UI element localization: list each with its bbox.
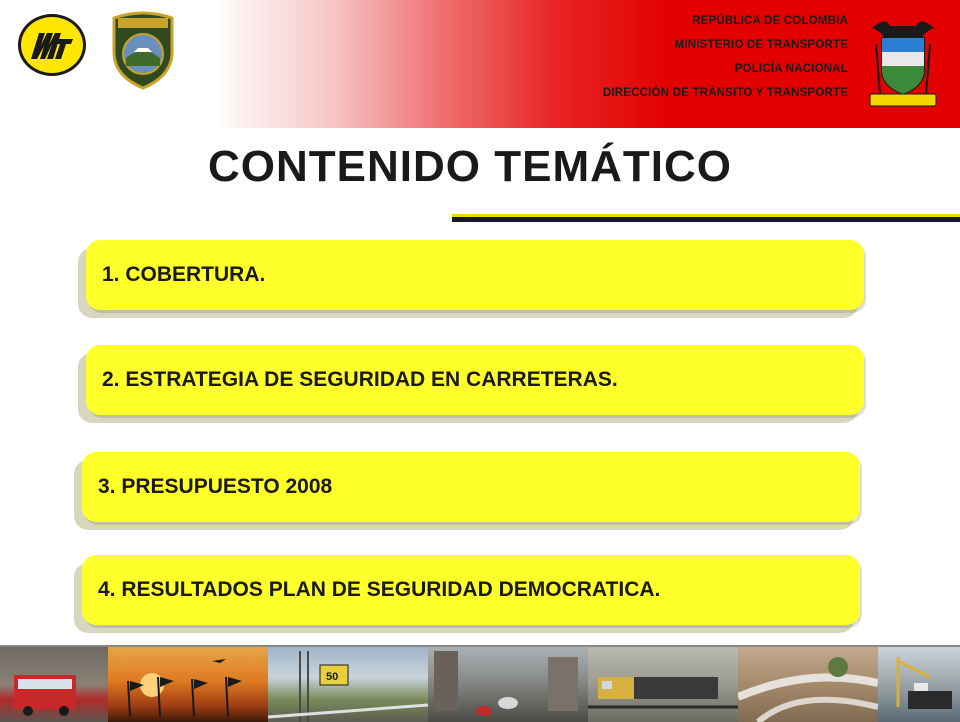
menu-item-label: 1. COBERTURA. [102, 263, 266, 286]
train-photo [588, 647, 738, 722]
menu-item-security-plan-results[interactable] [82, 555, 860, 625]
header-line-direction: DIRECCIÓN DE TRÁNSITO Y TRANSPORTE [602, 87, 848, 99]
header-line-police: POLICÍA NACIONAL [734, 63, 848, 75]
menu-item-label: 2. ESTRATEGIA DE SEGURIDAD EN CARRETERAS. [102, 368, 618, 391]
highway-sign-photo [268, 647, 428, 722]
menu-item-budget[interactable] [82, 452, 860, 522]
svg-text:50: 50 [326, 671, 339, 683]
menu-item-label: 3. PRESUPUESTO 2008 [98, 475, 333, 498]
port-photo [878, 647, 960, 722]
bus-photo [0, 647, 108, 722]
colombia-coat-of-arms-icon [866, 14, 940, 110]
page-title: CONTENIDO TEMÁTICO [208, 142, 732, 191]
menu-item-label: 4. RESULTADOS PLAN DE SEGURIDAD DEMOCRATICA. [98, 578, 661, 601]
title-underline [452, 214, 960, 222]
menu-item-coverage[interactable] [86, 240, 864, 310]
police-badge-icon [108, 8, 178, 90]
road-aerial-photo [738, 647, 878, 722]
sunset-flags-photo [108, 647, 268, 722]
header-line-ministry: MINISTERIO DE TRANSPORTE [674, 39, 848, 51]
header-line-republic: REPÚBLICA DE COLOMBIA [692, 15, 848, 27]
mt-logo [18, 14, 86, 76]
menu-item-road-security-strategy[interactable] [86, 345, 864, 415]
header-text-block [508, 12, 848, 108]
footer-photo-strip [0, 645, 960, 722]
city-traffic-photo [428, 647, 588, 722]
header-banner [0, 0, 960, 128]
